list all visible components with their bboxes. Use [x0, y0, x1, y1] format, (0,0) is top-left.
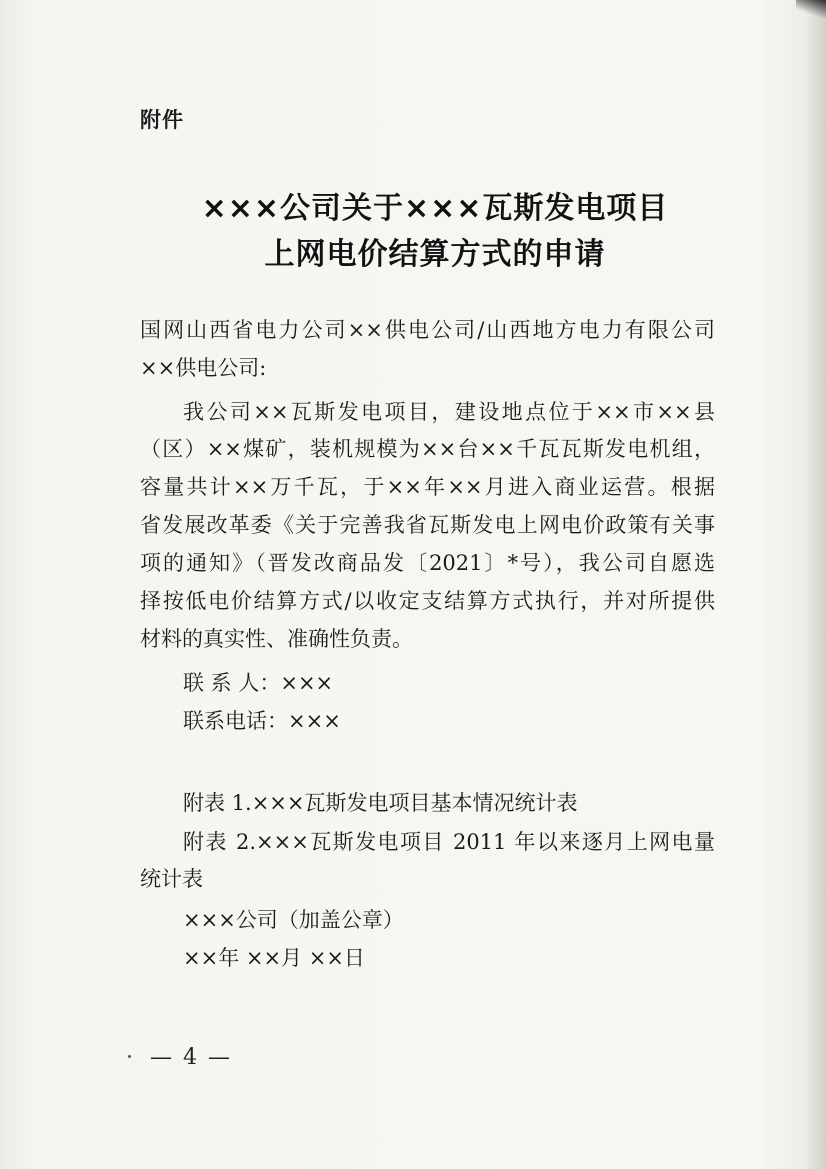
body-line-4: 省发展改革委《关于完善我省瓦斯发电上网电价政策有关事 — [140, 513, 715, 537]
document-title-line2: 上网电价结算方式的申请 — [264, 237, 606, 272]
scan-speck — [128, 1055, 131, 1058]
body-line-2: （区）××煤矿，装机规模为××台××千瓦瓦斯发电机组， — [140, 437, 715, 461]
addressee-line1: 国网山西省电力公司××供电公司/山西地方电力有限公司 — [140, 318, 715, 342]
addressee-line2: ××供电公司: — [140, 356, 267, 380]
appendix-2-line2: 统计表 — [140, 867, 203, 891]
contact-phone: 联系电话：××× — [183, 709, 341, 733]
company-seal-line: ×××公司（加盖公章） — [183, 908, 404, 932]
attachment-label: 附件 — [140, 108, 184, 132]
appendix-2-line1: 附表 2.×××瓦斯发电项目 2011 年以来逐月上网电量 — [183, 830, 715, 854]
body-line-7: 材料的真实性、准确性负责。 — [140, 627, 413, 651]
page-edge-shadow — [804, 0, 826, 1169]
scan-corner-artifact — [796, 0, 826, 18]
appendix-1: 附表 1.×××瓦斯发电项目基本情况统计表 — [183, 791, 578, 815]
body-line-1: 我公司××瓦斯发电项目，建设地点位于××市××县 — [183, 400, 715, 424]
contact-person: 联 系 人：××× — [183, 671, 334, 695]
page-number: — 4 — — [150, 1045, 232, 1070]
body-line-3: 容量共计××万千瓦，于××年××月进入商业运营。根据 — [140, 475, 715, 499]
body-line-5: 项的通知》（晋发改商品发〔2021〕*号），我公司自愿选 — [140, 551, 715, 575]
date-line: ××年 ××月 ××日 — [183, 946, 365, 970]
body-line-6: 择按低电价结算方式/以收定支结算方式执行，并对所提供 — [140, 589, 715, 613]
document-title-line1: ×××公司关于×××瓦斯发电项目 — [201, 191, 669, 226]
